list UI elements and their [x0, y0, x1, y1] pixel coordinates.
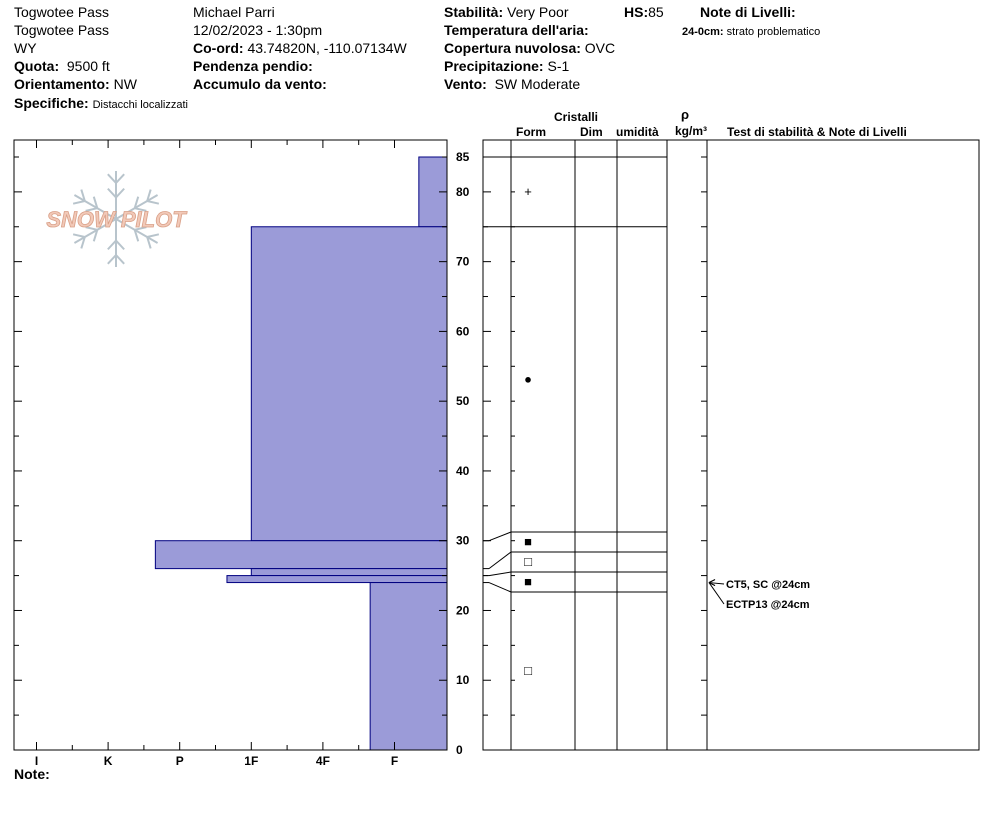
y-tick-label-20: 20: [456, 603, 470, 618]
hardness-label-I: I: [34, 754, 39, 768]
hs-label: HS:: [624, 4, 649, 20]
coords-label: Co-ord:: [193, 40, 244, 56]
y-tick-label-85: 85: [456, 150, 470, 164]
flake-branch-3-0r: [108, 241, 116, 250]
test-label-0: CT5, SC @24cm: [726, 579, 811, 591]
aspect-label: Orientamento:: [14, 76, 110, 92]
tests-header: Test di stabilità & Note di Livelli: [727, 125, 907, 139]
stability-label: Stabilità:: [444, 4, 504, 20]
y-tick-label-50: 50: [456, 394, 470, 409]
flake-branch-0-1l: [108, 174, 116, 183]
density-symbol: ρ: [681, 107, 690, 122]
hardness-bar-3: [251, 569, 447, 576]
wind-value: SW Moderate: [494, 76, 581, 92]
flake-branch-1-1r: [147, 201, 159, 204]
form-symbol-4: ■: [524, 574, 532, 589]
moisture-header: umidità: [616, 125, 659, 139]
flake-branch-4-1r: [73, 234, 85, 237]
wind-loading-label: Accumulo da vento:: [193, 76, 327, 92]
y-tick-label-10: 10: [456, 673, 470, 688]
y-tick-label-0: 0: [456, 743, 463, 757]
elevation-value: 9500 ft: [66, 58, 110, 74]
location-sub: Togwotee Pass: [14, 22, 109, 38]
grid-frame: [483, 140, 979, 750]
hardness-bar-1: [251, 227, 447, 541]
form-symbol-2: ■: [524, 534, 532, 549]
hs-value: 85: [648, 4, 664, 20]
slope-label: Pendenza pendio:: [193, 58, 313, 74]
y-tick-label-30: 30: [456, 533, 470, 548]
stability-tests: [709, 579, 810, 611]
form-symbol-1: ●: [524, 371, 532, 387]
layer-notes-label: Note di Livelli:: [700, 4, 796, 20]
y-tick-label-80: 80: [456, 184, 470, 199]
air-temp-label: Temperatura dell'aria:: [444, 22, 589, 38]
logo-text: SNOW PILOT: [46, 207, 186, 232]
form-header: Form: [516, 125, 546, 139]
cloud-value: OVC: [584, 40, 616, 56]
state: WY: [14, 40, 37, 56]
location-name: Togwotee Pass: [14, 4, 109, 20]
notes-label: Note:: [14, 766, 50, 782]
y-tick-label-70: 70: [456, 254, 470, 269]
hardness-label-4F: 4F: [315, 754, 330, 768]
dim-header: Dim: [580, 125, 603, 139]
hardness-bar-2: [155, 541, 447, 569]
stability-value: Very Poor: [507, 4, 569, 20]
coords-value: 43.74820N, -110.07134W: [247, 40, 407, 56]
elevation-label: Quota:: [14, 58, 60, 74]
flake-branch-3-1l: [116, 255, 124, 264]
layer-note-text: strato problematico: [726, 26, 821, 38]
flake-branch-0-0l: [108, 189, 116, 198]
datetime: 12/02/2023 - 1:30pm: [193, 22, 323, 38]
flake-branch-0-1r: [116, 174, 124, 183]
form-symbol-0: +: [524, 183, 532, 199]
y-tick-label-60: 60: [456, 324, 470, 339]
hardness-bar-4: [227, 576, 447, 583]
hardness-bar-5: [370, 583, 447, 750]
layer-connector-24: [489, 583, 511, 592]
hardness-label-K: K: [103, 754, 113, 768]
hardness-label-F: F: [390, 754, 399, 768]
flake-branch-3-1r: [108, 255, 116, 264]
flake-branch-0-0r: [116, 189, 124, 198]
hardness-label-1F: 1F: [244, 754, 259, 768]
form-symbol-5: □: [524, 663, 532, 678]
test-arrow-1: [709, 583, 724, 604]
cloud-label: Copertura nuvolosa:: [444, 40, 581, 56]
precip-label: Precipitazione:: [444, 58, 544, 74]
layer-note-depth: 24-0cm:: [682, 26, 724, 38]
flake-branch-5-1l: [73, 201, 85, 204]
aspect-value: NW: [113, 76, 137, 92]
hardness-bars: [155, 157, 447, 750]
layer-connector-26: [489, 552, 511, 569]
wind-label: Vento:: [444, 76, 487, 92]
layer-connector-30: [489, 532, 511, 541]
y-tick-label-40: 40: [456, 463, 470, 478]
details-label: Specifiche:: [14, 95, 89, 111]
layer-connector-25: [489, 572, 511, 576]
form-symbol-3: □: [524, 554, 532, 569]
crystals-header: Cristalli: [554, 110, 599, 124]
precip-value: S-1: [547, 58, 570, 74]
observer: Michael Parri: [193, 4, 275, 20]
hardness-label-P: P: [175, 754, 184, 768]
flake-branch-2-1l: [147, 234, 159, 237]
snowpilot-logo: [46, 171, 187, 267]
details-value: Distacchi localizzati: [92, 99, 188, 111]
test-label-1: ECTP13 @24cm: [726, 599, 810, 611]
flake-branch-3-0l: [116, 241, 124, 250]
density-unit: kg/m³: [675, 124, 708, 138]
